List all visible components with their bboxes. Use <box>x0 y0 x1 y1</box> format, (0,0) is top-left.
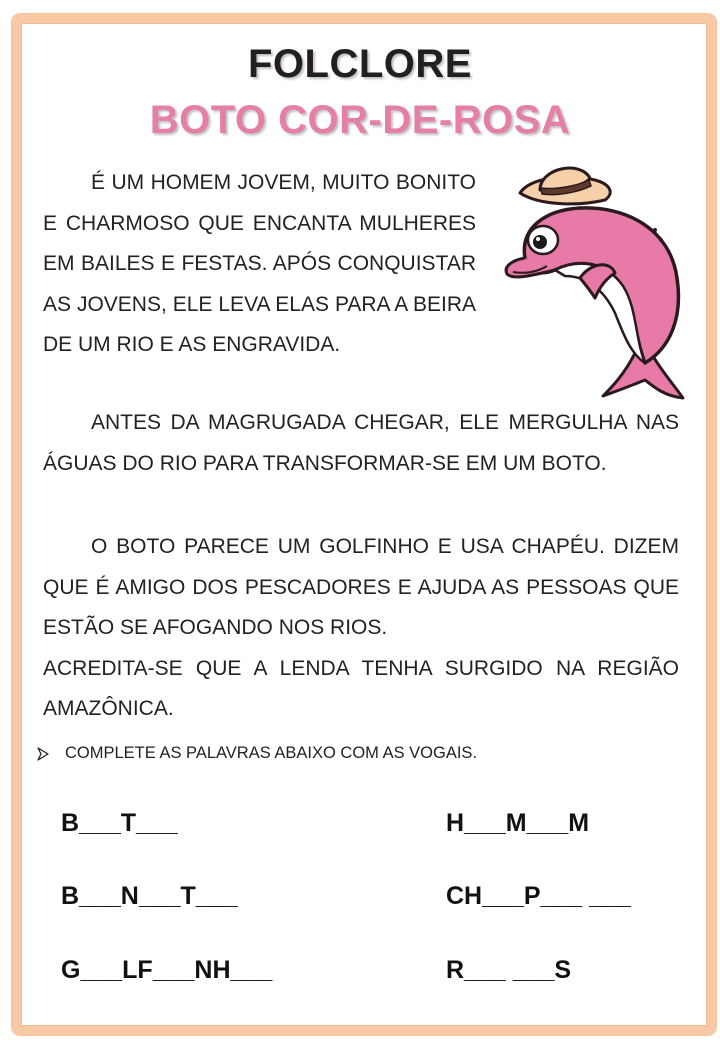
exercise-word: H___M___M <box>446 809 590 837</box>
page-subtitle: BOTO COR-DE-ROSA <box>149 98 571 142</box>
exercise-word: B___T___ <box>61 809 178 837</box>
paragraph-1: É UM HOMEM JOVEM, MUITO BONITO E CHARMOSO QUE ENCANTA MULHERES EM BAILES E FESTAS. APÓS CONQUISTAR AS JOVENS, ELE LEVA ELAS PARA A BEIRA DE UM RIO E AS ENGRAVIDA. <box>43 171 476 356</box>
dolphin-illustration <box>485 148 690 403</box>
exercise-word: CH___P___ ___ <box>446 882 631 910</box>
paragraph-4: ACREDITA-SE QUE A LENDA TENHA SURGIDO NA REGIÃO AMAZÔNICA. <box>43 656 679 720</box>
arrow-bullet-icon <box>36 747 50 761</box>
exercise-word: R___ ___S <box>446 956 572 984</box>
page-title: FOLCLORE <box>248 42 472 86</box>
exercise-word: G___LF___NH___ <box>61 956 273 984</box>
instruction-text: COMPLETE AS PALAVRAS ABAIXO COM AS VOGAIS. <box>65 744 478 762</box>
instruction <box>36 744 477 763</box>
paragraph-3: O BOTO PARECE UM GOLFINHO E USA CHAPÉU. DIZEM QUE É AMIGO DOS PESCADORES E AJUDA AS PESSOAS QUE ESTÃO SE AFOGANDO NOS RIOS. <box>43 535 679 639</box>
paragraph-group <box>43 527 679 730</box>
exercise-word: B___N___T___ <box>61 882 238 910</box>
paragraph-2: ANTES DA MAGRUGADA CHEGAR, ELE MERGULHA NAS ÁGUAS DO RIO PARA TRANSFORMAR-SE EM UM BOTO. <box>43 411 679 475</box>
